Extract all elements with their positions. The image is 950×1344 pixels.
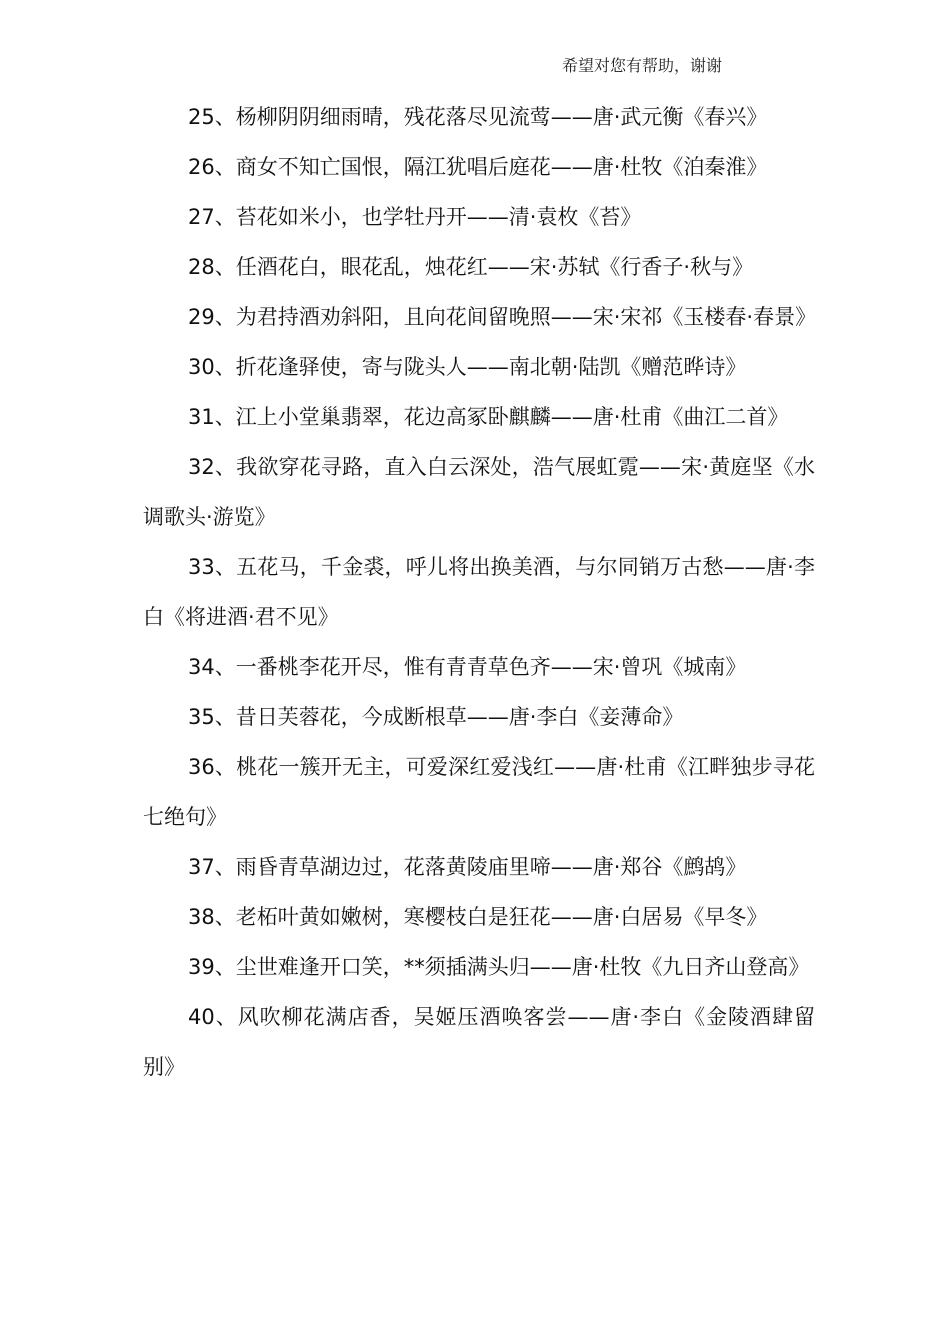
poem-item-40: 40、风吹柳花满店香，吴姬压酒唤客尝——唐·李白《金陵酒肆留别》 bbox=[143, 1005, 815, 1079]
poem-item-27: 27、苔花如米小，也学牡丹开——清·袁枚《苔》 bbox=[188, 205, 642, 229]
poem-item-28: 28、任酒花白，眼花乱，烛花红——宋·苏轼《行香子·秋与》 bbox=[188, 255, 754, 279]
poem-item-26: 26、商女不知亡国恨，隔江犹唱后庭花——唐·杜牧《泊秦淮》 bbox=[188, 155, 768, 179]
poem-item-31: 31、江上小堂巢翡翠，花边高冢卧麒麟——唐·杜甫《曲江二首》 bbox=[188, 405, 789, 429]
poem-item-37: 37、雨昏青草湖边过，花落黄陵庙里啼——唐·郑谷《鹧鸪》 bbox=[188, 855, 747, 879]
poem-item-35: 35、昔日芙蓉花，今成断根草——唐·李白《妾薄命》 bbox=[188, 705, 684, 729]
page-header: 希望对您有帮助，谢谢 bbox=[562, 56, 723, 75]
poem-item-33: 33、五花马，千金裘，呼儿将出换美酒，与尔同销万古愁——唐·李白《将进酒·君不见》 bbox=[143, 555, 815, 629]
poem-item-34: 34、一番桃李花开尽，惟有青青草色齐——宋·曾巩《城南》 bbox=[188, 655, 747, 679]
poem-item-39: 39、尘世难逢开口笑，**须插满头归——唐·杜牧《九日齐山登高》 bbox=[188, 955, 810, 979]
poem-item-32: 32、我欲穿花寻路，直入白云深处，浩气展虹霓——宋·黄庭坚《水调歌头·游览》 bbox=[143, 455, 815, 529]
poem-item-25: 25、杨柳阴阴细雨晴，残花落尽见流莺——唐·武元衡《春兴》 bbox=[188, 105, 768, 129]
poem-item-36: 36、桃花一簇开无主，可爱深红爱浅红——唐·杜甫《江畔独步寻花七绝句》 bbox=[143, 755, 815, 829]
poem-item-30: 30、折花逢驿使，寄与陇头人——南北朝·陆凯《赠范晔诗》 bbox=[188, 355, 747, 379]
poem-item-29: 29、为君持酒劝斜阳，且向花间留晚照——宋·宋祁《玉楼春·春景》 bbox=[188, 305, 817, 329]
poem-item-38: 38、老柘叶黄如嫩树，寒樱枝白是狂花——唐·白居易《早冬》 bbox=[188, 905, 768, 929]
poem-list bbox=[143, 92, 815, 1092]
